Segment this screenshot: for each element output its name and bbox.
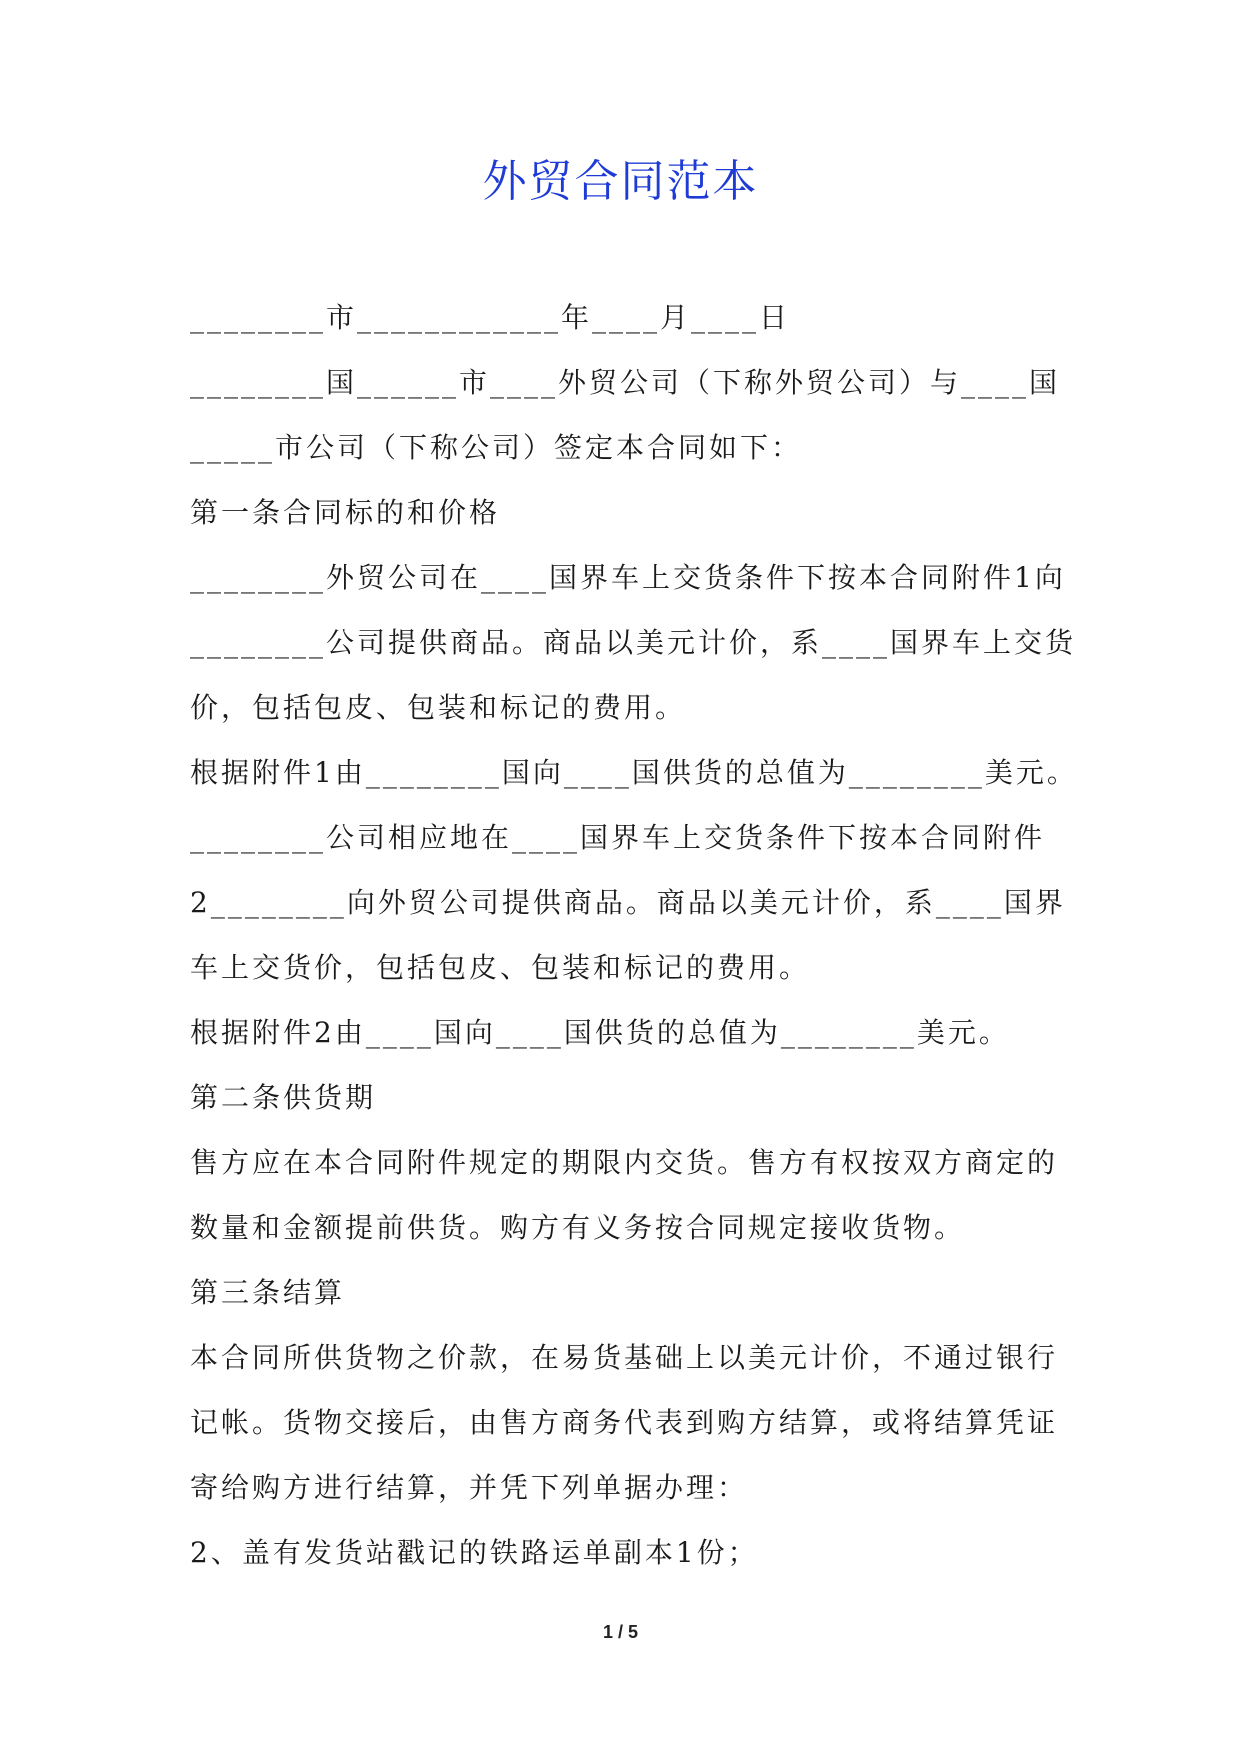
text-line: 价，包括包皮、包装和标记的费用。 bbox=[190, 691, 687, 724]
text-line: 记帐。货物交接后，由售方商务代表到购方结算，或将结算凭证 bbox=[190, 1406, 1059, 1439]
document-body bbox=[190, 285, 1078, 1585]
text-line: 2________向外贸公司提供商品。商品以美元计价，系____国界 bbox=[190, 886, 1066, 919]
text-line: ________公司相应地在____国界车上交货条件下按本合同附件 bbox=[190, 821, 1046, 854]
text-line: ________公司提供商品。商品以美元计价，系____国界车上交货 bbox=[190, 626, 1077, 659]
text-line: 根据附件1由________国向____国供货的总值为________美元。 bbox=[190, 756, 1078, 789]
section-heading: 第三条结算 bbox=[190, 1276, 346, 1309]
text-line: ________外贸公司在____国界车上交货条件下按本合同附件1向 bbox=[190, 561, 1066, 594]
text-line: 售方应在本合同附件规定的期限内交货。售方有权按双方商定的 bbox=[190, 1146, 1059, 1179]
text-line: 2、盖有发货站戳记的铁路运单副本1份； bbox=[190, 1536, 759, 1569]
page-number: 1 / 5 bbox=[602, 1622, 639, 1642]
section-heading: 第二条供货期 bbox=[190, 1081, 377, 1114]
text-line: 寄给购方进行结算，并凭下列单据办理： bbox=[190, 1471, 749, 1504]
document-title: 外贸合同范本 bbox=[482, 156, 759, 207]
text-line: 根据附件2由____国向____国供货的总值为________美元。 bbox=[190, 1016, 1010, 1049]
text-line: 本合同所供货物之价款，在易货基础上以美元计价，不通过银行 bbox=[190, 1341, 1059, 1374]
text-line: ________市____________年____月____日 bbox=[190, 301, 791, 334]
text-line: 数量和金额提前供货。购方有义务按合同规定接收货物。 bbox=[190, 1211, 966, 1244]
text-line: 车上交货价，包括包皮、包装和标记的费用。 bbox=[190, 951, 811, 984]
section-heading: 第一条合同标的和价格 bbox=[190, 496, 501, 529]
text-line: _____市公司（下称公司）签定本合同如下： bbox=[190, 431, 803, 464]
text-line: ________国______市____外贸公司（下称外贸公司）与____国 bbox=[190, 366, 1061, 399]
